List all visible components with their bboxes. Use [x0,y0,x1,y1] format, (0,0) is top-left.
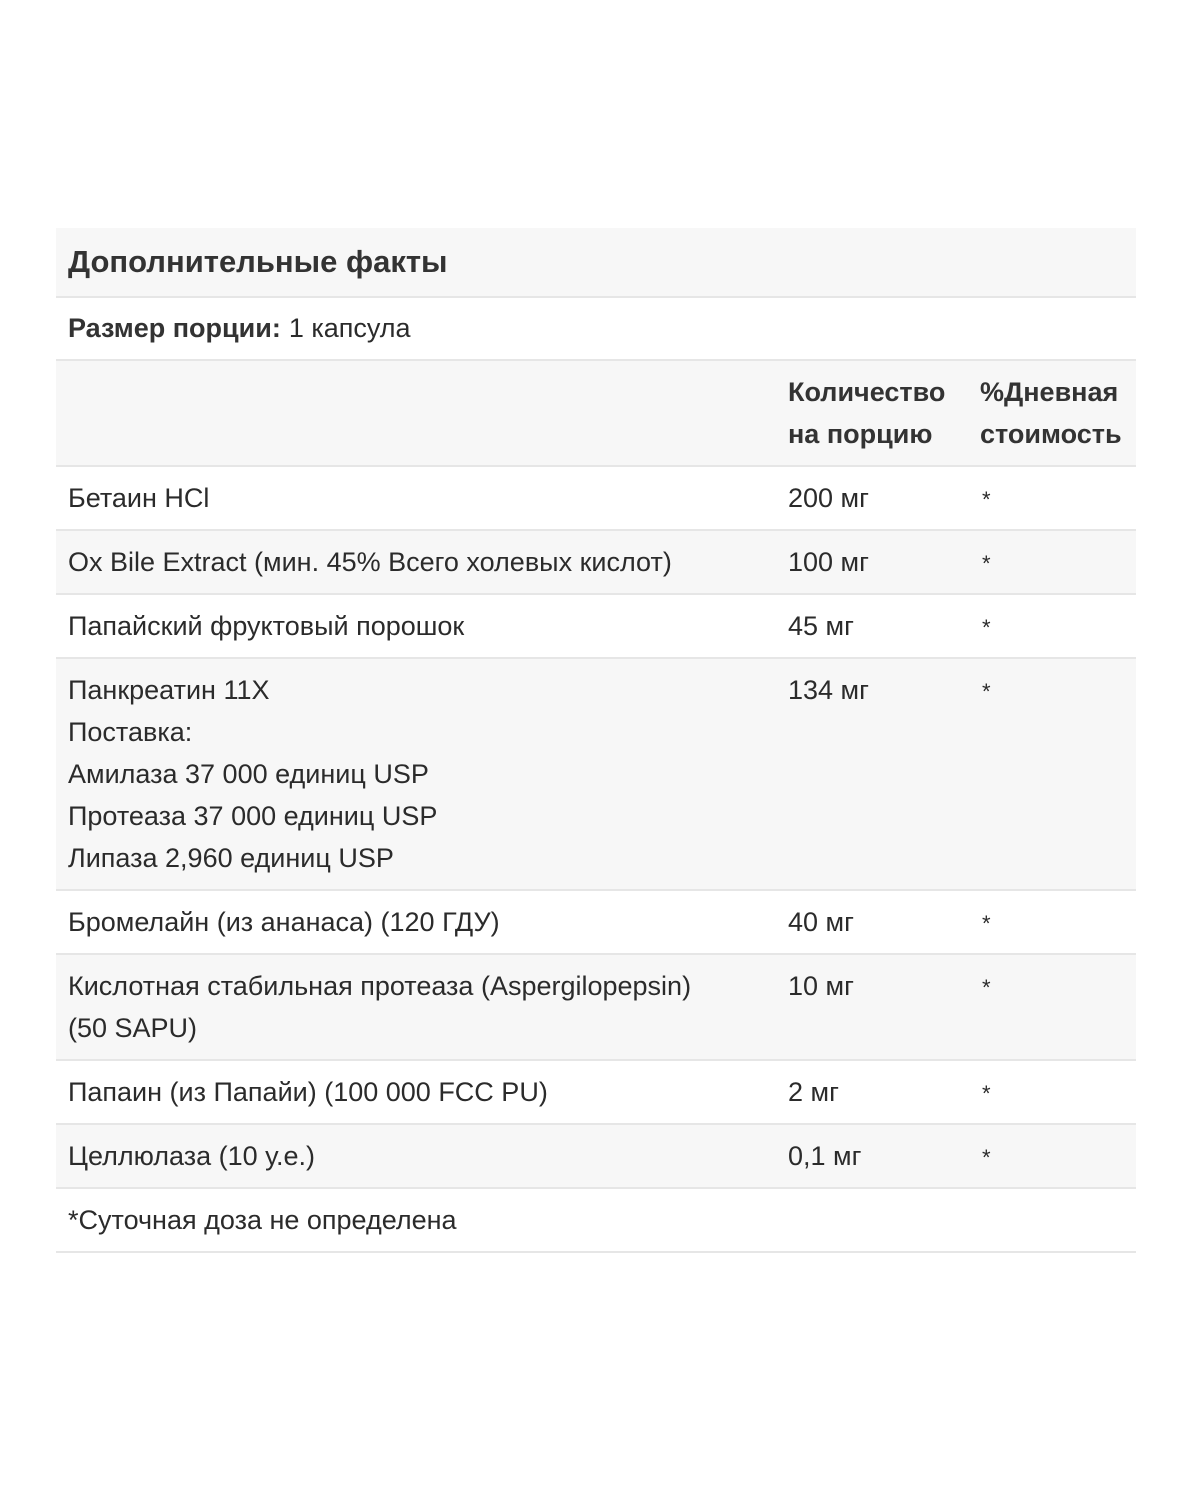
table-row [56,1124,1136,1188]
ingredient-daily-value [968,954,1136,1060]
ingredient-name-line: Папаин (из Папайи) (100 000 FCC PU) [68,1077,548,1107]
facts-title: Дополнительные факты [68,244,448,279]
table-row [56,530,1136,594]
ingredient-name-line: Бетаин HCl [68,483,210,513]
ingredient-amount: 10 мг [766,954,968,1060]
daily-value-asterisk: * [982,551,991,576]
ingredient-name [56,1060,766,1124]
daily-value-asterisk: * [982,975,991,1000]
ingredient-name [56,658,766,890]
facts-table [56,361,1136,1189]
facts-table-body [56,466,1136,1188]
table-header-row [56,361,1136,466]
table-row [56,890,1136,954]
facts-title-row [56,228,1136,298]
ingredient-amount: 40 мг [766,890,968,954]
ingredient-name-line: Кислотная стабильная протеаза (Aspergilopepsin) [68,971,692,1001]
daily-value-asterisk: * [982,911,991,936]
ingredient-daily-value [968,466,1136,530]
ingredient-amount: 2 мг [766,1060,968,1124]
ingredient-daily-value [968,1060,1136,1124]
ingredient-name [56,530,766,594]
ingredient-name-line: Липаза 2,960 единиц USP [68,843,394,873]
table-row [56,594,1136,658]
table-row [56,954,1136,1060]
ingredient-name [56,954,766,1060]
daily-value-asterisk: * [982,615,991,640]
header-amount [766,361,968,466]
header-dv-line1: %Дневная [980,377,1119,407]
ingredient-name-line: Целлюлаза (10 у.е.) [68,1141,315,1171]
ingredient-name [56,890,766,954]
ingredient-daily-value [968,890,1136,954]
ingredient-daily-value [968,594,1136,658]
ingredient-name [56,594,766,658]
table-row [56,466,1136,530]
ingredient-name-line: Протеаза 37 000 единиц USP [68,801,438,831]
ingredient-name [56,466,766,530]
header-daily-value [968,361,1136,466]
table-row [56,658,1136,890]
ingredient-amount: 0,1 мг [766,1124,968,1188]
daily-value-asterisk: * [982,1081,991,1106]
daily-value-asterisk: * [982,679,991,704]
header-dv-line2: стоимость [980,419,1122,449]
ingredient-daily-value [968,1124,1136,1188]
table-row [56,1060,1136,1124]
header-amount-line2: на порцию [788,419,933,449]
ingredient-name-line: Ox Bile Extract (мин. 45% Всего холевых кислот) [68,547,672,577]
footnote-text: *Суточная доза не определена [68,1204,457,1235]
footnote-row [56,1189,1136,1253]
ingredient-amount: 200 мг [766,466,968,530]
daily-value-asterisk: * [982,1145,991,1170]
ingredient-name [56,1124,766,1188]
ingredient-daily-value [968,530,1136,594]
ingredient-name-line: (50 SAPU) [68,1013,198,1043]
ingredient-amount: 100 мг [766,530,968,594]
ingredient-name-line: Папайский фруктовый порошок [68,611,465,641]
ingredient-name-line: Поставка: [68,717,193,747]
supplement-facts-panel [56,228,1136,1253]
daily-value-asterisk: * [982,487,991,512]
ingredient-name-line: Панкреатин 11X [68,675,270,705]
ingredient-name-line: Бромелайн (из ананаса) (120 ГДУ) [68,907,500,937]
ingredient-amount: 134 мг [766,658,968,890]
header-amount-line1: Количество [788,377,946,407]
header-name [56,361,766,466]
serving-size-value: 1 капсула [288,313,411,343]
serving-size-label: Размер порции: [68,313,281,343]
ingredient-amount: 45 мг [766,594,968,658]
ingredient-name-line: Амилаза 37 000 единиц USP [68,759,429,789]
ingredient-daily-value [968,658,1136,890]
serving-size-row [56,298,1136,361]
